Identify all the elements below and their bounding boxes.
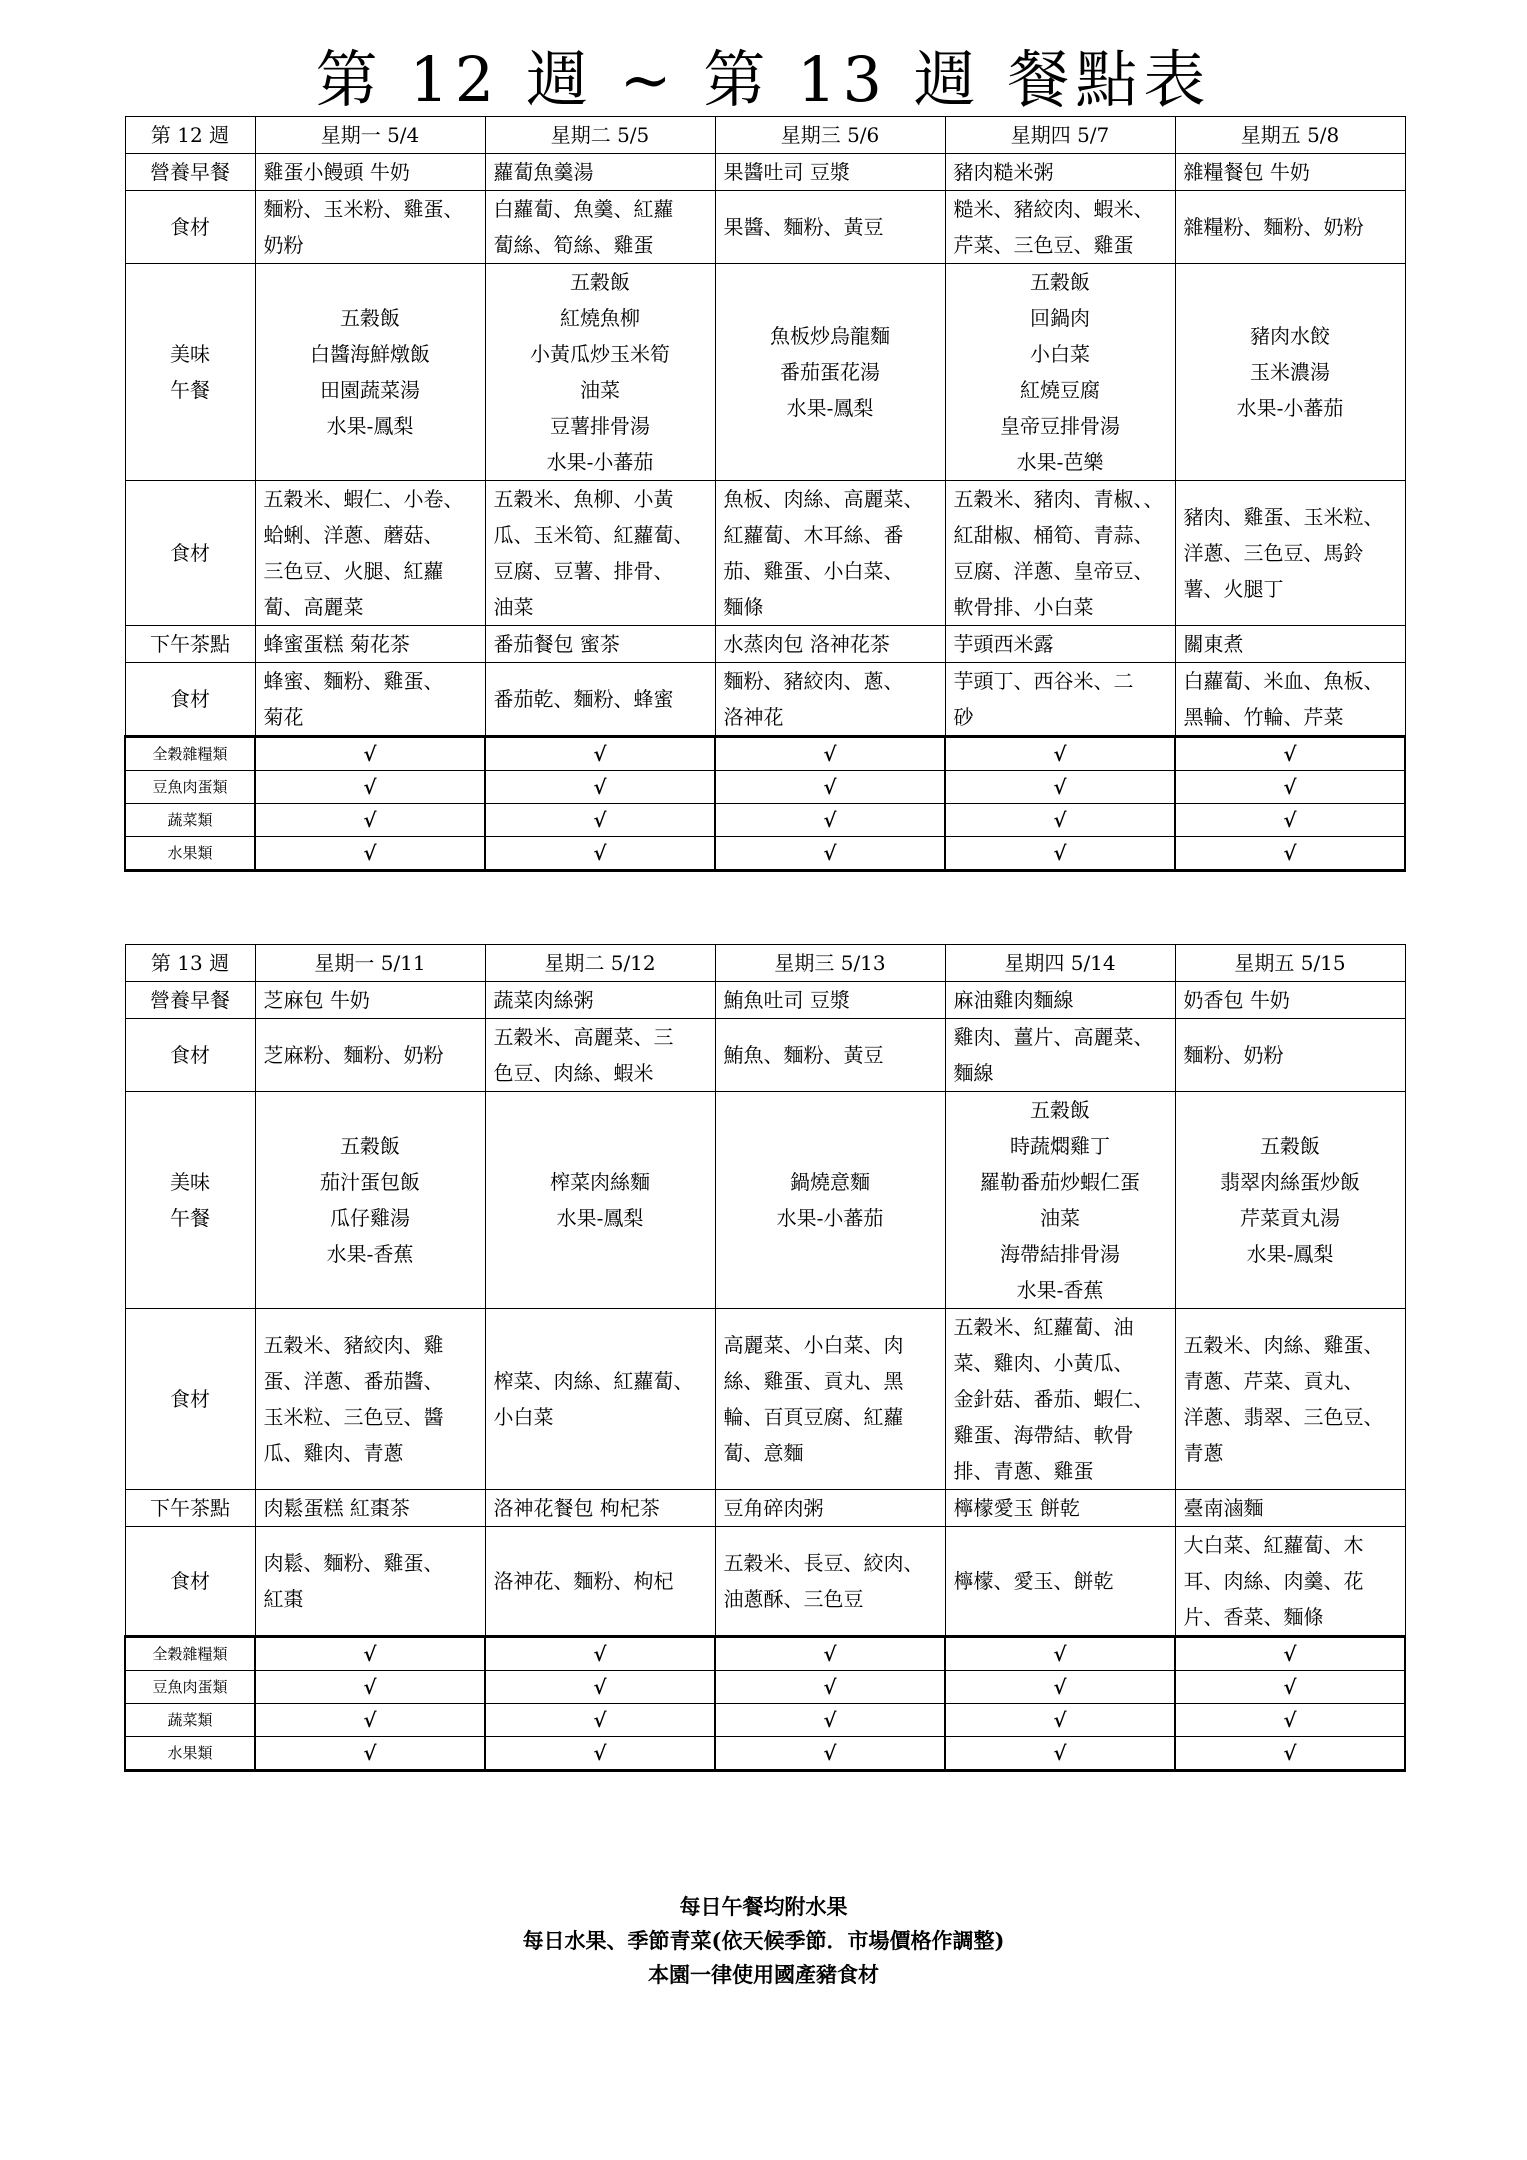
snack-ingredients-line: 麵粉、豬絞肉、蔥、 <box>723 669 904 693</box>
lunch-line: 五穀飯 <box>1260 1134 1320 1158</box>
check-mark: √ <box>715 1737 945 1771</box>
breakfast-ingredients-line: 麵線 <box>953 1061 994 1085</box>
snack-cell: 檸檬愛玉 餅乾 <box>945 1490 1175 1527</box>
snack-cell: 洛神花餐包 枸杞茶 <box>485 1490 715 1527</box>
check-mark: √ <box>715 737 945 771</box>
lunch-line: 玉米濃湯 <box>1250 360 1330 384</box>
lunch-cell <box>1175 1092 1405 1309</box>
lunch-line: 白醬海鮮燉飯 <box>310 342 430 366</box>
nutrition-row-fruit <box>125 1737 1405 1771</box>
lunch-line: 芹菜貢丸湯 <box>1240 1206 1340 1230</box>
lunch-ingredients-line: 五穀米、豬絞肉、雞 <box>263 1333 444 1357</box>
lunch-line: 水果-鳳梨 <box>556 1206 644 1230</box>
check-mark: √ <box>255 1704 485 1737</box>
row-label: 營養早餐 <box>125 982 255 1019</box>
lunch-ingredients-line: 金針菇、番茄、蝦仁、 <box>953 1387 1154 1411</box>
lunch-line: 時蔬燜雞丁 <box>1010 1134 1110 1158</box>
lunch-line: 羅勒番茄炒蝦仁蛋 <box>980 1170 1140 1194</box>
lunch-ingredients-line: 瓜、雞肉、青蔥 <box>263 1441 404 1465</box>
snack-ingredients-cell <box>715 1527 945 1637</box>
lunch-ingredients-line: 菜、雞肉、小黃瓜、 <box>953 1351 1134 1375</box>
row-label <box>125 1019 255 1092</box>
lunch-line: 五穀飯 <box>340 1134 400 1158</box>
snack-ingredients-line: 洛神花 <box>723 705 784 729</box>
lunch-ingredients-line: 三色豆、火腿、紅蘿 <box>263 559 444 583</box>
snack-ingredients-line: 紅棗 <box>263 1587 304 1611</box>
lunch-line: 榨菜肉絲麵 <box>550 1170 650 1194</box>
lunch-line: 鍋燒意麵 <box>790 1170 870 1194</box>
lunch-line: 小白菜 <box>1030 342 1090 366</box>
lunch-ingredients-cell <box>945 1309 1175 1490</box>
row-label <box>125 264 255 481</box>
breakfast-ingredients-cell <box>485 191 715 264</box>
lunch-line: 水果-鳳梨 <box>786 396 874 420</box>
lunch-line: 水果-香蕉 <box>1016 1278 1104 1302</box>
lunch-ingredients-line: 魚板、肉絲、高麗菜、 <box>723 487 924 511</box>
snack-ingredients-line: 檸檬、愛玉、餅乾 <box>953 1569 1114 1593</box>
lunch-ingredients-line: 蛤蜊、洋蔥、蘑菇、 <box>263 523 444 547</box>
check-mark: √ <box>945 837 1175 871</box>
snack-cell: 豆角碎肉粥 <box>715 1490 945 1527</box>
lunch-ingredients-cell <box>1175 1309 1405 1490</box>
lunch-ingredients-line: 五穀米、豬肉、青椒、、 <box>953 487 1164 511</box>
lunch-cell <box>485 264 715 481</box>
lunch-line: 回鍋肉 <box>1030 306 1090 330</box>
day-header: 星期四 5/14 <box>945 945 1175 982</box>
check-mark: √ <box>485 737 715 771</box>
lunch-line: 紅燒魚柳 <box>560 306 640 330</box>
lunch-ingredients-line: 五穀米、魚柳、小黃 <box>493 487 674 511</box>
lunch-ingredients-line: 洋蔥、翡翠、三色豆、 <box>1183 1405 1384 1429</box>
day-header: 星期四 5/7 <box>945 117 1175 154</box>
lunch-line: 瓜仔雞湯 <box>330 1206 410 1230</box>
lunch-ingredients-cell <box>715 1309 945 1490</box>
breakfast-cell: 鮪魚吐司 豆漿 <box>715 982 945 1019</box>
header-row <box>125 945 1405 982</box>
nutrition-row-grains <box>125 737 1405 771</box>
snack-ingredients-line: 番茄乾、麵粉、蜂蜜 <box>493 687 674 711</box>
breakfast-ingredients-line: 芝麻粉、麵粉、奶粉 <box>263 1043 444 1067</box>
week-label: 第 13 週 <box>125 945 255 982</box>
lunch-line: 水果-小蕃茄 <box>776 1206 884 1230</box>
check-mark: √ <box>945 1671 1175 1704</box>
snack-ingredients-line: 肉鬆、麵粉、雞蛋、 <box>263 1551 444 1575</box>
lunch-cell <box>945 1092 1175 1309</box>
breakfast-ingredients-line: 雞肉、薑片、高麗菜、 <box>953 1025 1154 1049</box>
lunch-cell <box>715 264 945 481</box>
check-mark: √ <box>945 1737 1175 1771</box>
check-mark: √ <box>1175 771 1405 804</box>
lunch-line: 紅燒豆腐 <box>1020 378 1100 402</box>
breakfast-ingredients-cell <box>715 1019 945 1092</box>
lunch-ingredients-line: 油菜 <box>493 595 534 619</box>
snack-cell: 臺南滷麵 <box>1175 1490 1405 1527</box>
breakfast-ingredients-line: 糙米、豬絞肉、蝦米、 <box>953 197 1154 221</box>
breakfast-ingredients-line: 蔔絲、筍絲、雞蛋 <box>493 233 654 257</box>
lunch-ingredients-line: 薯、火腿丁 <box>1183 577 1284 601</box>
lunch-line: 茄汁蛋包飯 <box>320 1170 420 1194</box>
breakfast-ingredients-row <box>125 1019 1405 1092</box>
lunch-line: 油菜 <box>1040 1206 1080 1230</box>
snack-cell: 蜂蜜蛋糕 菊花茶 <box>255 626 485 663</box>
breakfast-ingredients-line: 色豆、肉絲、蝦米 <box>493 1061 654 1085</box>
breakfast-cell: 雞蛋小饅頭 牛奶 <box>255 154 485 191</box>
lunch-ingredients-line: 蔔、高麗菜 <box>263 595 364 619</box>
lunch-ingredients-line: 玉米粒、三色豆、醬 <box>263 1405 444 1429</box>
lunch-line: 水果-小蕃茄 <box>546 450 654 474</box>
check-mark: √ <box>255 804 485 837</box>
check-mark: √ <box>715 1704 945 1737</box>
check-mark: √ <box>715 1671 945 1704</box>
row-label <box>125 1092 255 1309</box>
lunch-cell <box>255 1092 485 1309</box>
breakfast-ingredients-line: 鮪魚、麵粉、黃豆 <box>723 1043 884 1067</box>
snack-ingredients-cell <box>715 663 945 737</box>
nutrition-row-fruit <box>125 837 1405 871</box>
lunch-line: 豆薯排骨湯 <box>550 414 650 438</box>
snack-ingredients-line: 油蔥酥、三色豆 <box>723 1587 864 1611</box>
check-mark: √ <box>715 804 945 837</box>
check-mark: √ <box>485 1671 715 1704</box>
check-mark: √ <box>1175 1637 1405 1671</box>
snack-ingredients-row <box>125 663 1405 737</box>
breakfast-ingredients-cell <box>255 1019 485 1092</box>
week-12-menu-table <box>124 116 1406 872</box>
lunch-line: 水果-小蕃茄 <box>1236 396 1344 420</box>
lunch-ingredients-cell <box>945 481 1175 626</box>
nutrition-label: 豆魚肉蛋類 <box>125 771 255 804</box>
snack-ingredients-cell <box>255 663 485 737</box>
breakfast-row <box>125 982 1405 1019</box>
lunch-row <box>125 264 1405 481</box>
nutrition-row-vegetables <box>125 1704 1405 1737</box>
lunch-ingredients-line: 麵條 <box>723 595 764 619</box>
lunch-cell <box>945 264 1175 481</box>
check-mark: √ <box>1175 1704 1405 1737</box>
day-header: 星期二 5/12 <box>485 945 715 982</box>
breakfast-ingredients-line: 芹菜、三色豆、雞蛋 <box>953 233 1134 257</box>
snack-cell: 水蒸肉包 洛神花茶 <box>715 626 945 663</box>
snack-row <box>125 1490 1405 1527</box>
check-mark: √ <box>1175 804 1405 837</box>
breakfast-ingredients-line: 奶粉 <box>263 233 304 257</box>
snack-ingredients-line: 大白菜、紅蘿蔔、木 <box>1183 1533 1364 1557</box>
nutrition-row-protein <box>125 1671 1405 1704</box>
check-mark: √ <box>485 1637 715 1671</box>
lunch-ingredients-line: 軟骨排、小白菜 <box>953 595 1094 619</box>
lunch-line: 五穀飯 <box>570 270 630 294</box>
snack-cell: 關東煮 <box>1175 626 1405 663</box>
breakfast-cell: 奶香包 牛奶 <box>1175 982 1405 1019</box>
footer-note: 每日午餐均附水果 <box>679 1894 848 1919</box>
lunch-ingredients-line: 雞蛋、海帶結、軟骨 <box>953 1423 1134 1447</box>
row-label-line: 食材 <box>170 687 210 711</box>
check-mark: √ <box>945 1637 1175 1671</box>
row-label: 營養早餐 <box>125 154 255 191</box>
check-mark: √ <box>255 1671 485 1704</box>
lunch-ingredients-cell <box>255 1309 485 1490</box>
breakfast-row <box>125 154 1405 191</box>
breakfast-ingredients-row <box>125 191 1405 264</box>
snack-ingredients-line: 耳、肉絲、肉羹、花 <box>1183 1569 1364 1593</box>
check-mark: √ <box>715 837 945 871</box>
lunch-ingredients-line: 紅甜椒、桶筍、青蒜、 <box>953 523 1154 547</box>
check-mark: √ <box>485 1704 715 1737</box>
check-mark: √ <box>715 771 945 804</box>
row-label-line: 美味 <box>170 342 210 366</box>
lunch-line: 五穀飯 <box>1030 270 1090 294</box>
check-mark: √ <box>255 1737 485 1771</box>
nutrition-row-vegetables <box>125 804 1405 837</box>
check-mark: √ <box>485 804 715 837</box>
snack-row <box>125 626 1405 663</box>
lunch-ingredients-line: 紅蘿蔔、木耳絲、番 <box>723 523 904 547</box>
lunch-ingredients-line: 茄、雞蛋、小白菜、 <box>723 559 904 583</box>
lunch-line: 油菜 <box>580 378 620 402</box>
snack-ingredients-cell <box>255 1527 485 1637</box>
lunch-line: 豬肉水餃 <box>1250 324 1330 348</box>
lunch-ingredients-line: 瓜、玉米筍、紅蘿蔔、 <box>493 523 694 547</box>
lunch-ingredients-line: 青蔥 <box>1183 1441 1224 1465</box>
lunch-line: 五穀飯 <box>1030 1098 1090 1122</box>
breakfast-cell: 麻油雞肉麵線 <box>945 982 1175 1019</box>
lunch-line: 海帶結排骨湯 <box>1000 1242 1120 1266</box>
snack-ingredients-cell <box>485 663 715 737</box>
lunch-ingredients-line: 高麗菜、小白菜、肉 <box>723 1333 904 1357</box>
breakfast-ingredients-line: 白蘿蔔、魚羹、紅蘿 <box>493 197 674 221</box>
check-mark: √ <box>1175 1737 1405 1771</box>
snack-ingredients-cell <box>485 1527 715 1637</box>
lunch-ingredients-cell <box>485 1309 715 1490</box>
snack-cell: 肉鬆蛋糕 紅棗茶 <box>255 1490 485 1527</box>
breakfast-cell: 芝麻包 牛奶 <box>255 982 485 1019</box>
check-mark: √ <box>255 771 485 804</box>
breakfast-ingredients-line: 果醬、麵粉、黃豆 <box>723 215 884 239</box>
nutrition-label: 全穀雜糧類 <box>125 737 255 771</box>
lunch-ingredients-line: 洋蔥、三色豆、馬鈴 <box>1183 541 1364 565</box>
check-mark: √ <box>945 771 1175 804</box>
breakfast-ingredients-cell <box>945 191 1175 264</box>
check-mark: √ <box>485 837 715 871</box>
row-label-line: 午餐 <box>170 378 210 402</box>
check-mark: √ <box>485 771 715 804</box>
breakfast-ingredients-line: 五穀米、高麗菜、三 <box>493 1025 674 1049</box>
lunch-ingredients-line: 五穀米、蝦仁、小卷、 <box>263 487 464 511</box>
check-mark: √ <box>1175 1671 1405 1704</box>
check-mark: √ <box>1175 737 1405 771</box>
week-13-menu-table <box>124 944 1406 1772</box>
row-label: 下午茶點 <box>125 626 255 663</box>
day-header: 星期一 5/4 <box>255 117 485 154</box>
lunch-ingredients-row <box>125 481 1405 626</box>
header-row <box>125 117 1405 154</box>
breakfast-ingredients-line: 麵粉、奶粉 <box>1183 1043 1284 1067</box>
row-label-line: 食材 <box>170 215 210 239</box>
snack-ingredients-line: 蜂蜜、麵粉、雞蛋、 <box>263 669 444 693</box>
snack-ingredients-line: 洛神花、麵粉、枸杞 <box>493 1569 674 1593</box>
snack-ingredients-cell <box>1175 663 1405 737</box>
lunch-row <box>125 1092 1405 1309</box>
snack-ingredients-line: 五穀米、長豆、絞肉、 <box>723 1551 924 1575</box>
lunch-ingredients-line: 排、青蔥、雞蛋 <box>953 1459 1094 1483</box>
lunch-line: 翡翠肉絲蛋炒飯 <box>1220 1170 1360 1194</box>
check-mark: √ <box>945 804 1175 837</box>
check-mark: √ <box>255 737 485 771</box>
lunch-line: 水果-鳳梨 <box>326 414 414 438</box>
day-header: 星期五 5/8 <box>1175 117 1405 154</box>
lunch-line: 水果-鳳梨 <box>1246 1242 1334 1266</box>
snack-ingredients-cell <box>945 1527 1175 1637</box>
check-mark: √ <box>715 1637 945 1671</box>
snack-ingredients-cell <box>945 663 1175 737</box>
row-label: 下午茶點 <box>125 1490 255 1527</box>
lunch-line: 田園蔬菜湯 <box>320 378 420 402</box>
snack-ingredients-line: 芋頭丁、西谷米、二 <box>953 669 1134 693</box>
day-header: 星期一 5/11 <box>255 945 485 982</box>
snack-ingredients-row <box>125 1527 1405 1637</box>
breakfast-ingredients-line: 麵粉、玉米粉、雞蛋、 <box>263 197 464 221</box>
lunch-cell <box>715 1092 945 1309</box>
row-label <box>125 481 255 626</box>
lunch-ingredients-line: 輪、百頁豆腐、紅蘿 <box>723 1405 904 1429</box>
lunch-line: 水果-香蕉 <box>326 1242 414 1266</box>
row-label <box>125 1309 255 1490</box>
check-mark: √ <box>255 1637 485 1671</box>
lunch-ingredients-line: 豆腐、豆薯、排骨、 <box>493 559 674 583</box>
lunch-ingredients-line: 豆腐、洋蔥、皇帝豆、 <box>953 559 1154 583</box>
nutrition-label: 豆魚肉蛋類 <box>125 1671 255 1704</box>
breakfast-cell: 果醬吐司 豆漿 <box>715 154 945 191</box>
nutrition-label: 全穀雜糧類 <box>125 1637 255 1671</box>
day-header: 星期二 5/5 <box>485 117 715 154</box>
lunch-ingredients-line: 蔔、意麵 <box>723 1441 804 1465</box>
snack-ingredients-line: 片、香菜、麵條 <box>1183 1605 1324 1629</box>
snack-ingredients-line: 白蘿蔔、米血、魚板、 <box>1183 669 1384 693</box>
lunch-cell <box>1175 264 1405 481</box>
lunch-ingredients-line: 豬肉、雞蛋、玉米粒、 <box>1183 505 1384 529</box>
lunch-ingredients-line: 小白菜 <box>493 1405 554 1429</box>
row-label <box>125 191 255 264</box>
snack-cell: 芋頭西米露 <box>945 626 1175 663</box>
row-label-line: 食材 <box>170 1043 210 1067</box>
row-label <box>125 1527 255 1637</box>
lunch-ingredients-line: 榨菜、肉絲、紅蘿蔔、 <box>493 1369 694 1393</box>
footer-note: 每日水果、季節青菜(依天候季節．市場價格作調整) <box>522 1928 1005 1953</box>
lunch-line: 水果-芭樂 <box>1016 450 1104 474</box>
snack-ingredients-line: 菊花 <box>263 705 304 729</box>
lunch-ingredients-line: 絲、雞蛋、貢丸、黑 <box>723 1369 904 1393</box>
lunch-ingredients-row <box>125 1309 1405 1490</box>
week-label: 第 12 週 <box>125 117 255 154</box>
day-header: 星期三 5/13 <box>715 945 945 982</box>
lunch-line: 皇帝豆排骨湯 <box>1000 414 1120 438</box>
breakfast-cell: 蔬菜肉絲粥 <box>485 982 715 1019</box>
nutrition-label: 水果類 <box>125 837 255 871</box>
lunch-ingredients-cell <box>1175 481 1405 626</box>
row-label-line: 午餐 <box>170 1206 210 1230</box>
breakfast-cell: 蘿蔔魚羹湯 <box>485 154 715 191</box>
footer-note: 本園一律使用國產豬食材 <box>648 1962 879 1987</box>
row-label-line: 美味 <box>170 1170 210 1194</box>
row-label-line: 食材 <box>170 1569 210 1593</box>
breakfast-ingredients-cell <box>715 191 945 264</box>
lunch-line: 番茄蛋花湯 <box>780 360 880 384</box>
check-mark: √ <box>1175 837 1405 871</box>
breakfast-cell: 雜糧餐包 牛奶 <box>1175 154 1405 191</box>
nutrition-label: 水果類 <box>125 1737 255 1771</box>
row-label-line: 食材 <box>170 1387 210 1411</box>
snack-cell: 番茄餐包 蜜茶 <box>485 626 715 663</box>
nutrition-label: 蔬菜類 <box>125 804 255 837</box>
check-mark: √ <box>255 837 485 871</box>
breakfast-ingredients-cell <box>1175 191 1405 264</box>
row-label-line: 食材 <box>170 541 210 565</box>
page-title: 第 12 週 ~ 第 13 週 餐點表 <box>315 43 1212 116</box>
breakfast-ingredients-cell <box>1175 1019 1405 1092</box>
lunch-ingredients-line: 蛋、洋蔥、番茄醬、 <box>263 1369 444 1393</box>
lunch-ingredients-cell <box>715 481 945 626</box>
day-header: 星期五 5/15 <box>1175 945 1405 982</box>
breakfast-cell: 豬肉糙米粥 <box>945 154 1175 191</box>
lunch-cell <box>485 1092 715 1309</box>
breakfast-ingredients-line: 雜糧粉、麵粉、奶粉 <box>1183 215 1364 239</box>
lunch-ingredients-line: 五穀米、肉絲、雞蛋、 <box>1183 1333 1384 1357</box>
snack-ingredients-cell <box>1175 1527 1405 1637</box>
lunch-ingredients-cell <box>485 481 715 626</box>
day-header: 星期三 5/6 <box>715 117 945 154</box>
lunch-ingredients-line: 青蔥、芹菜、貢丸、 <box>1183 1369 1364 1393</box>
check-mark: √ <box>945 1704 1175 1737</box>
footer-notes <box>0 1890 1527 1992</box>
lunch-ingredients-line: 五穀米、紅蘿蔔、油 <box>953 1315 1134 1339</box>
lunch-ingredients-cell <box>255 481 485 626</box>
snack-ingredients-line: 黑輪、竹輪、芹菜 <box>1183 705 1344 729</box>
breakfast-ingredients-cell <box>945 1019 1175 1092</box>
breakfast-ingredients-cell <box>255 191 485 264</box>
breakfast-ingredients-cell <box>485 1019 715 1092</box>
lunch-line: 小黃瓜炒玉米筍 <box>530 342 670 366</box>
lunch-line: 五穀飯 <box>340 306 400 330</box>
nutrition-row-protein <box>125 771 1405 804</box>
check-mark: √ <box>945 737 1175 771</box>
snack-ingredients-line: 砂 <box>953 705 974 729</box>
lunch-line: 魚板炒烏龍麵 <box>770 324 890 348</box>
nutrition-label: 蔬菜類 <box>125 1704 255 1737</box>
nutrition-row-grains <box>125 1637 1405 1671</box>
lunch-cell <box>255 264 485 481</box>
row-label <box>125 663 255 737</box>
check-mark: √ <box>485 1737 715 1771</box>
